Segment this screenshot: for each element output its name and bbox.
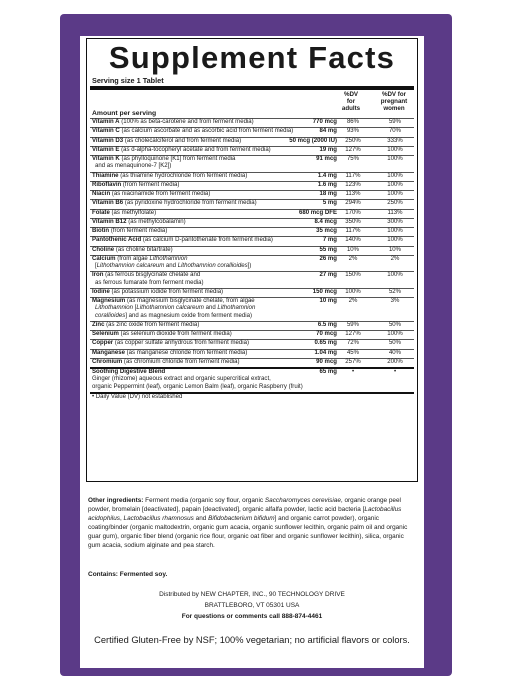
nutrient-amount: 1.6 mg bbox=[317, 181, 337, 188]
distributor-phone: For questions or comments call 888-874-4461 bbox=[181, 613, 323, 620]
nutrient-amount: 10 mg bbox=[319, 298, 337, 304]
dv-pregnant: 300% bbox=[387, 218, 403, 225]
certification-statement: Certified Gluten-Free by NSF; 100% vegetarian; no artificial flavors or colors. bbox=[94, 635, 410, 645]
dv-pregnant: 100% bbox=[387, 272, 403, 279]
blend-amount: 65 mg bbox=[319, 369, 337, 375]
nutrient-row bbox=[90, 181, 414, 190]
nutrient-name: Vitamin A (100% as beta-carotene and from ferment media) bbox=[92, 119, 254, 125]
other-ingredients-text: Ferment media (organic soy flour, organic Saccharomyces cerevisiae, organic orange peel powder, bromelain [deactivated], papain [deactivated], organic alfalfa powder, lactic acid bacteria [Lactobacillus acidophilus, Lactobacillus rhamnosus and Bifidobacterium bifidum] and organic carrot powder), organic coating/binder (organic maltodextrin, organic gum acacia, organic sunflower lecithin, organic palm oil and organic guar gum), organic fiber blend (organic rice flour, organic oat fiber and organic sunflower lecithin), silica, organic gum acacia, sodium alginate and pea starch. bbox=[88, 497, 408, 549]
nutrient-row bbox=[90, 330, 414, 339]
dv-pregnant: 100% bbox=[387, 228, 403, 234]
dv-pregnant: 2% bbox=[390, 255, 400, 262]
dv-adults: 10% bbox=[346, 246, 360, 253]
nutrient-name: Manganese (as manganese chloride from ferment media) bbox=[92, 349, 248, 356]
dv-pregnant: 52% bbox=[388, 288, 402, 295]
dv-pregnant: 200% bbox=[387, 358, 403, 365]
nutrient-row bbox=[90, 227, 414, 236]
dv-pregnant: 40% bbox=[388, 349, 402, 356]
nutrient-row bbox=[90, 199, 414, 208]
dv-adults: 150% bbox=[345, 272, 361, 279]
distributor-line-1: Distributed by NEW CHAPTER, INC., 90 TECHNOLOGY DRIVE bbox=[159, 591, 345, 598]
nutrient-row bbox=[90, 321, 414, 330]
nutrient-row bbox=[90, 297, 414, 321]
thick-rule bbox=[90, 86, 414, 90]
facts-title: Supplement Facts bbox=[108, 40, 396, 75]
nutrient-row bbox=[90, 271, 414, 288]
nutrient-amount: 84 mg bbox=[319, 128, 337, 135]
nutrient-name: Thiamine (as thiamine hydrochloride from ferment media) bbox=[92, 172, 248, 179]
dv-pregnant: 100% bbox=[387, 237, 403, 244]
dv-pregnant: 100% bbox=[387, 172, 403, 179]
nutrient-name: Selenium (as selenium dioxide from ferment media) bbox=[92, 331, 232, 337]
dv-adults: 45% bbox=[346, 349, 360, 356]
blend-name: Soothing Digestive Blend Ginger (rhizome) aqueous extract and organic supercritical extract, organic Peppermint (leaf), organic Lemon Balm (leaf), organic Raspberry (fruit) bbox=[92, 369, 303, 390]
nutrient-name: Zinc (as zinc oxide from ferment media) bbox=[92, 321, 200, 328]
dv-adults: 123% bbox=[345, 181, 361, 188]
nutrient-amount: 770 mcg bbox=[312, 119, 337, 125]
nutrient-row bbox=[90, 155, 414, 172]
dv-adults: 75% bbox=[346, 156, 360, 162]
nutrient-amount: 70 mcg bbox=[316, 331, 337, 337]
nutrient-name: Vitamin K (as phylloquinone [K1] from ferment media and as menaquinone-7 [K2]) bbox=[92, 156, 236, 170]
dv-pregnant: 113% bbox=[387, 209, 403, 216]
nutrient-name: Chromium (as chromium chloride from ferment media) bbox=[92, 358, 240, 365]
blend-dv-adults: • bbox=[351, 369, 355, 375]
nutrient-amount: 8.4 mcg bbox=[314, 218, 337, 225]
nutrient-row bbox=[90, 146, 414, 155]
nutrient-name: Copper (as copper sulfate anhydrous from ferment media) bbox=[92, 340, 249, 347]
supplement-facts-box bbox=[86, 38, 418, 482]
dv-adults: 2% bbox=[348, 255, 358, 262]
dv-adults: 170% bbox=[345, 209, 361, 216]
dv-adults: 117% bbox=[345, 172, 361, 179]
nutrient-amount: 680 mcg DFE bbox=[299, 209, 337, 216]
nutrient-name: Vitamin D3 (as cholecalciferol and from ferment media) bbox=[92, 137, 242, 144]
amount-per-serving-header: Amount per serving bbox=[92, 110, 157, 117]
dv-adults: 294% bbox=[345, 200, 361, 207]
nutrient-name: Folate (as methylfolate) bbox=[92, 209, 157, 216]
dv-pregnant: 50% bbox=[388, 321, 402, 328]
nutrient-name: Calcium (from algae Lithothamnion [Lithothamnion calcareum and Lithothamnion corallioides]) bbox=[92, 255, 252, 269]
nutrient-name: Niacin (as niacinamide from ferment media) bbox=[92, 191, 211, 197]
nutrient-row bbox=[90, 218, 414, 227]
dv-adults: 127% bbox=[345, 146, 361, 153]
dv-pregnant: 3% bbox=[390, 298, 400, 304]
nutrient-name: Vitamin C (as calcium ascorbate and as ascorbic acid from ferment media) bbox=[92, 128, 294, 135]
nutrient-name: Magnesium (as magnesium bisglycinate chelate, from algae Lithothamnion [Lithothamnion calcareum and Lithothamnion corallioides] and as magnesium oxide from ferment media) bbox=[92, 298, 256, 319]
nutrient-name: Iron (as ferrous bisglycinate chelate and as ferrous fumarate from ferment media) bbox=[92, 272, 204, 286]
nutrient-amount: 35 mcg bbox=[316, 228, 337, 234]
dv-pregnant: 100% bbox=[387, 181, 403, 188]
nutrient-row bbox=[90, 209, 414, 218]
nutrient-amount: 0.65 mg bbox=[314, 340, 337, 347]
nutrient-name: Vitamin B12 (as methylcobalamin) bbox=[92, 218, 186, 225]
dv-adults: 117% bbox=[345, 228, 361, 234]
nutrient-row bbox=[90, 172, 414, 181]
nutrient-amount: 5 mg bbox=[322, 200, 337, 207]
dv-pregnant: 70% bbox=[388, 128, 402, 135]
blend-dv-pregnant: • bbox=[393, 369, 397, 375]
dv-pregnant: 100% bbox=[387, 191, 403, 197]
nutrient-amount: 55 mg bbox=[319, 246, 337, 253]
blend-row bbox=[90, 367, 414, 392]
nutrient-name: Iodine (as potassium iodide from ferment media) bbox=[92, 288, 224, 295]
nutrient-name: Vitamin E (as d-alpha-tocopheryl acetate and from ferment media) bbox=[92, 146, 271, 153]
nutrient-amount: 91 mcg bbox=[316, 156, 337, 162]
serving-size: Serving size 1 Tablet bbox=[92, 76, 164, 85]
dv-pregnant: 100% bbox=[387, 331, 403, 337]
dv-footnote-row bbox=[90, 392, 414, 402]
nutrient-amount: 1.04 mg bbox=[314, 349, 337, 356]
nutrient-amount: 1.4 mg bbox=[317, 172, 337, 179]
nutrient-row bbox=[90, 358, 414, 367]
nutrient-amount: 27 mg bbox=[319, 272, 337, 279]
dv-pregnant: 10% bbox=[388, 246, 402, 253]
dv-adults: 72% bbox=[346, 340, 360, 347]
nutrient-amount: 26 mg bbox=[319, 255, 337, 262]
dv-adults: 59% bbox=[346, 321, 360, 328]
nutrient-row bbox=[90, 190, 414, 199]
nutrient-row bbox=[90, 349, 414, 358]
nutrient-amount: 6.5 mg bbox=[317, 321, 337, 328]
nutrient-amount: 50 mcg (2000 IU) bbox=[289, 137, 337, 144]
dv-adults: 113% bbox=[345, 191, 361, 197]
dv-pregnant: 50% bbox=[388, 340, 402, 347]
dv-pregnant: 59% bbox=[388, 119, 402, 125]
nutrient-row bbox=[90, 127, 414, 136]
nutrient-amount: 150 mcg bbox=[312, 288, 337, 295]
nutrient-amount: 18 mg bbox=[319, 191, 337, 197]
nutrient-amount: 7 mg bbox=[322, 237, 337, 244]
nutrient-row bbox=[90, 236, 414, 245]
dv-adults: 250% bbox=[345, 137, 361, 144]
nutrient-row bbox=[90, 118, 414, 127]
dv-adults: 257% bbox=[345, 358, 361, 365]
nutrient-table bbox=[90, 118, 414, 402]
dv-pregnant: 333% bbox=[387, 137, 403, 144]
other-ingredients: Other ingredients: Ferment media (organic soy flour, organic Saccharomyces cerevisiae, organic orange peel powder, bromelain [deactivated], papain [deactivated], organic alfalfa powder, lactic acid bacteria [Lactobacillus acidophilus, Lactobacillus rhamnosus and Bifidobacterium bifidum] and organic carrot powder), organic coating/binder (organic maltodextrin, organic gum acacia, organic sunflower lecithin, organic palm oil and organic guar gum), organic fiber blend (organic rice flour, organic oat fiber and organic sunflower lecithin), silica, organic gum acacia, sodium alginate and pea starch. bbox=[88, 497, 408, 549]
nutrient-name: Biotin (from ferment media) bbox=[92, 228, 168, 234]
dv-adults: 2% bbox=[348, 298, 358, 304]
nutrient-name: Vitamin B6 (as pyridoxine hydrochloride from ferment media) bbox=[92, 200, 257, 207]
dv-adults: 93% bbox=[346, 128, 360, 135]
nutrient-row bbox=[90, 246, 414, 255]
dv-adults: 100% bbox=[345, 288, 361, 295]
dv-pregnant: 100% bbox=[387, 146, 403, 153]
nutrient-row bbox=[90, 255, 414, 272]
dv-adults: 350% bbox=[345, 218, 361, 225]
dv-adults: 86% bbox=[346, 119, 360, 125]
nutrient-name: Riboflavin (from ferment media) bbox=[92, 181, 180, 188]
dv-pregnant: 100% bbox=[387, 156, 403, 162]
distributor-line-2: BRATTLEBORO, VT 05301 USA bbox=[204, 602, 300, 609]
nutrient-row bbox=[90, 288, 414, 297]
nutrient-row bbox=[90, 137, 414, 146]
nutrient-amount: 90 mcg bbox=[316, 358, 337, 365]
nutrient-row bbox=[90, 339, 414, 348]
pregnant-dv-header: %DV for pregnant women bbox=[380, 91, 408, 113]
dv-adults: 127% bbox=[345, 331, 361, 337]
dv-pregnant: 250% bbox=[387, 200, 403, 207]
dv-adults: 140% bbox=[345, 237, 361, 244]
nutrient-amount: 19 mg bbox=[319, 146, 337, 153]
allergen-statement: Contains: Fermented soy. bbox=[88, 571, 168, 578]
adults-dv-header: %DV for adults bbox=[341, 91, 361, 113]
nutrient-name: Pantothenic Acid (as calcium D-pantothenate from ferment media) bbox=[92, 237, 273, 244]
nutrient-name: Choline (as choline bitartrate) bbox=[92, 246, 173, 253]
dv-footnote: • Daily Value (DV) not established bbox=[92, 393, 183, 400]
